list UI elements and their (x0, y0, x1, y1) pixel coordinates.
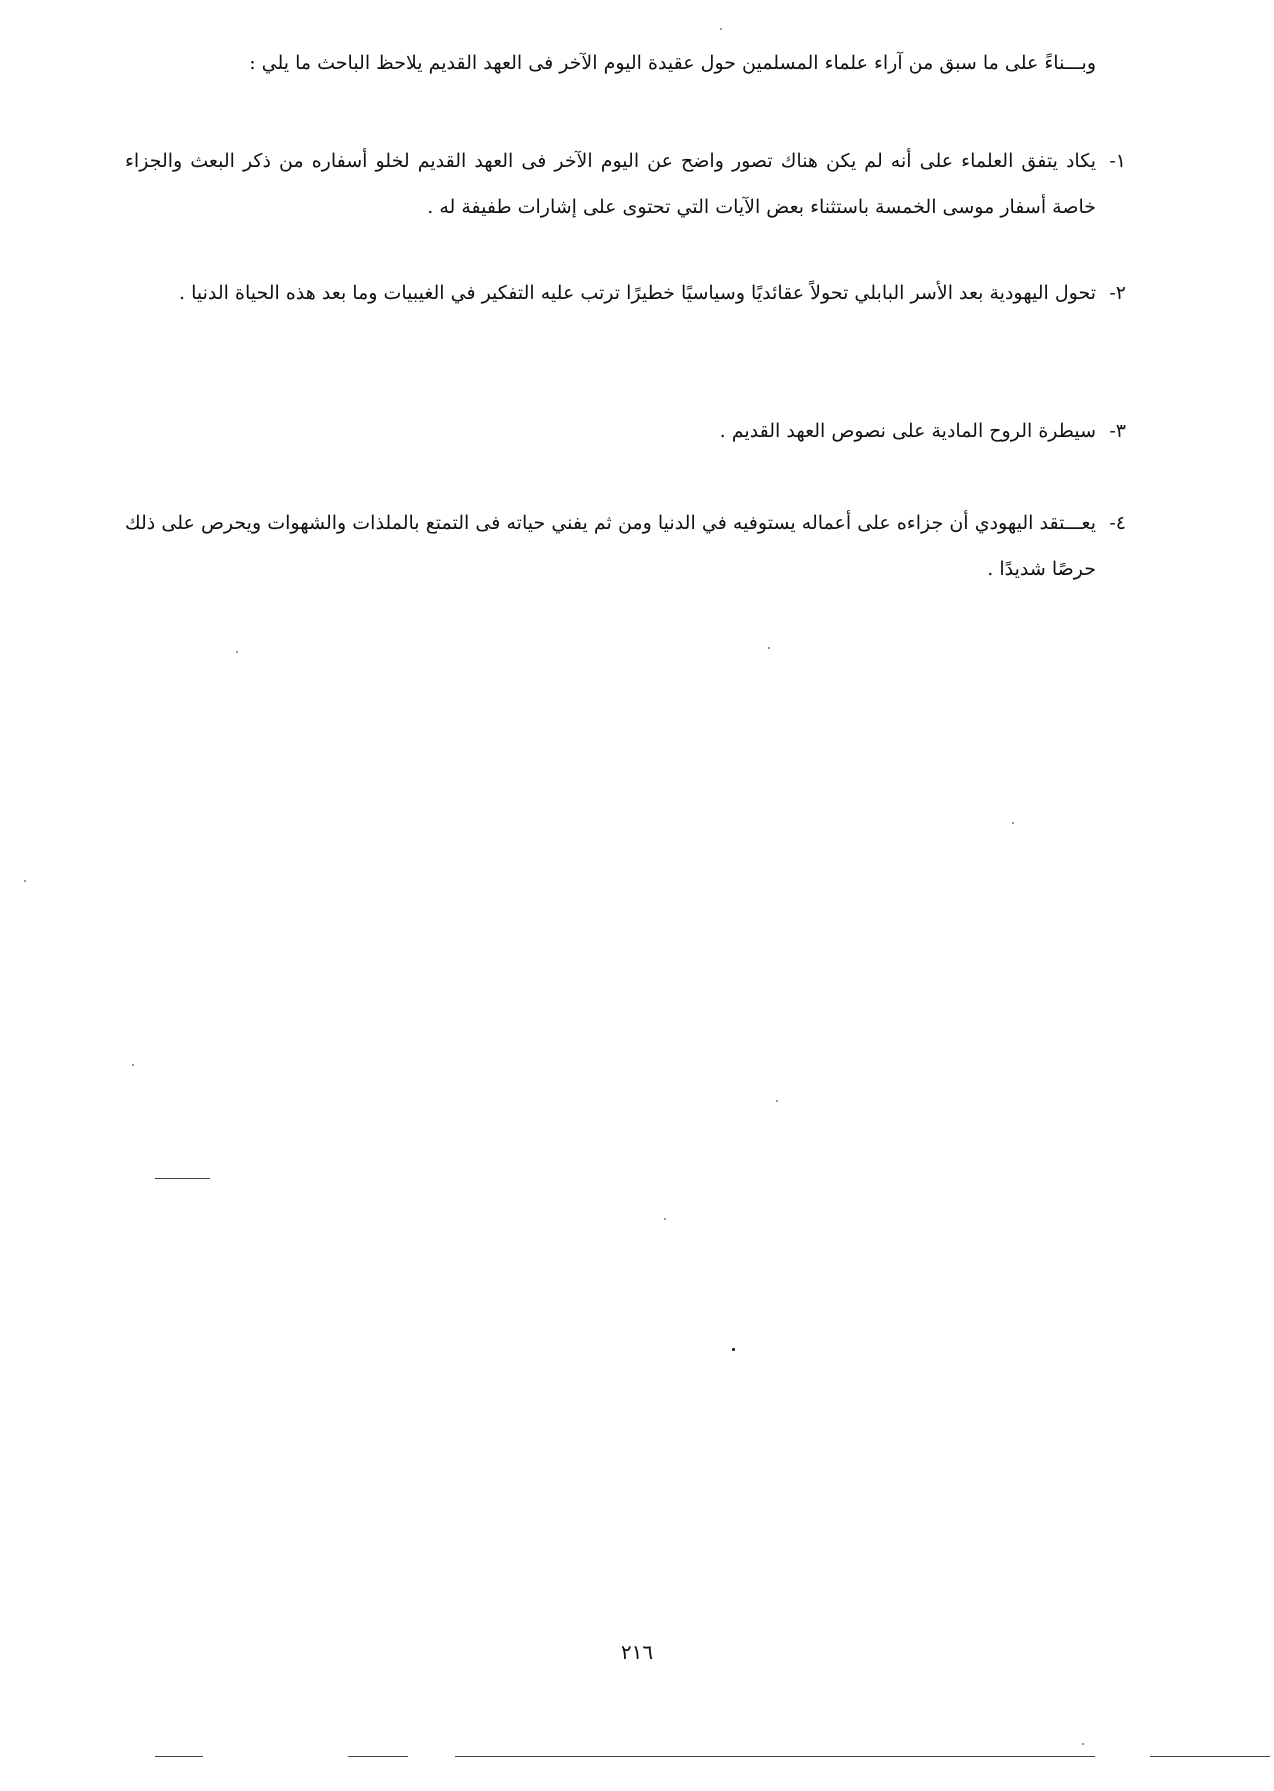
scan-artifact-line (455, 1756, 1095, 1757)
list-item (125, 270, 1126, 316)
scan-speck (24, 880, 26, 882)
list-item (125, 408, 1126, 454)
list-item-text: يكاد يتفق العلماء على أنه لم يكن هناك تصور واضح عن اليوم الآخر فى العهد القديم لخلو أسفاره من ذكر البعث والجزاء خاصة أسفار موسى الخمسة باستثناء بعض الآيات التي تحتوى على إشارات طفيفة له . (125, 150, 1096, 218)
scan-speck (768, 647, 770, 649)
list-item (125, 500, 1126, 592)
scan-speck (720, 28, 722, 30)
scan-artifact-line (155, 1756, 203, 1757)
scan-speck (1082, 1743, 1084, 1745)
list-item-text: يعـــتقد اليهودي أن جزاءه على أعماله يستوفيه في الدنيا ومن ثم يفني حياته فى التمتع بالملذات والشهوات ويحرص على ذلك حرصًا شديدًا . (125, 512, 1096, 580)
scan-artifact-line (155, 1178, 210, 1179)
page-number: ٢١٦ (620, 1640, 654, 1664)
list-item-marker: ٤- (1109, 512, 1126, 534)
scan-artifact-line (348, 1756, 408, 1757)
list-item (125, 138, 1126, 230)
list-item-marker: ١- (1109, 150, 1126, 172)
scan-speck (236, 651, 238, 653)
scan-speck (664, 1218, 666, 1220)
scan-speck (732, 1348, 735, 1351)
list-item-marker: ٣- (1109, 420, 1126, 442)
scan-artifact-line (1150, 1756, 1270, 1757)
list-item-text: تحول اليهودية بعد الأسر البابلي تحولاً عقائديًا وسياسيًا خطيرًا ترتب عليه التفكير في الغيبيات وما بعد هذه الحياة الدنيا . (179, 282, 1096, 304)
scan-speck (776, 1100, 778, 1102)
scan-speck (132, 1064, 134, 1066)
scan-speck (1012, 822, 1014, 824)
list-item-marker: ٢- (1109, 282, 1126, 304)
list-item-text: سيطرة الروح المادية على نصوص العهد القديم . (719, 420, 1096, 442)
intro-paragraph: وبـــناءً على ما سبق من آراء علماء المسلمين حول عقيدة اليوم الآخر فى العهد القديم يلاحظ الباحث ما يلي : (249, 52, 1096, 74)
